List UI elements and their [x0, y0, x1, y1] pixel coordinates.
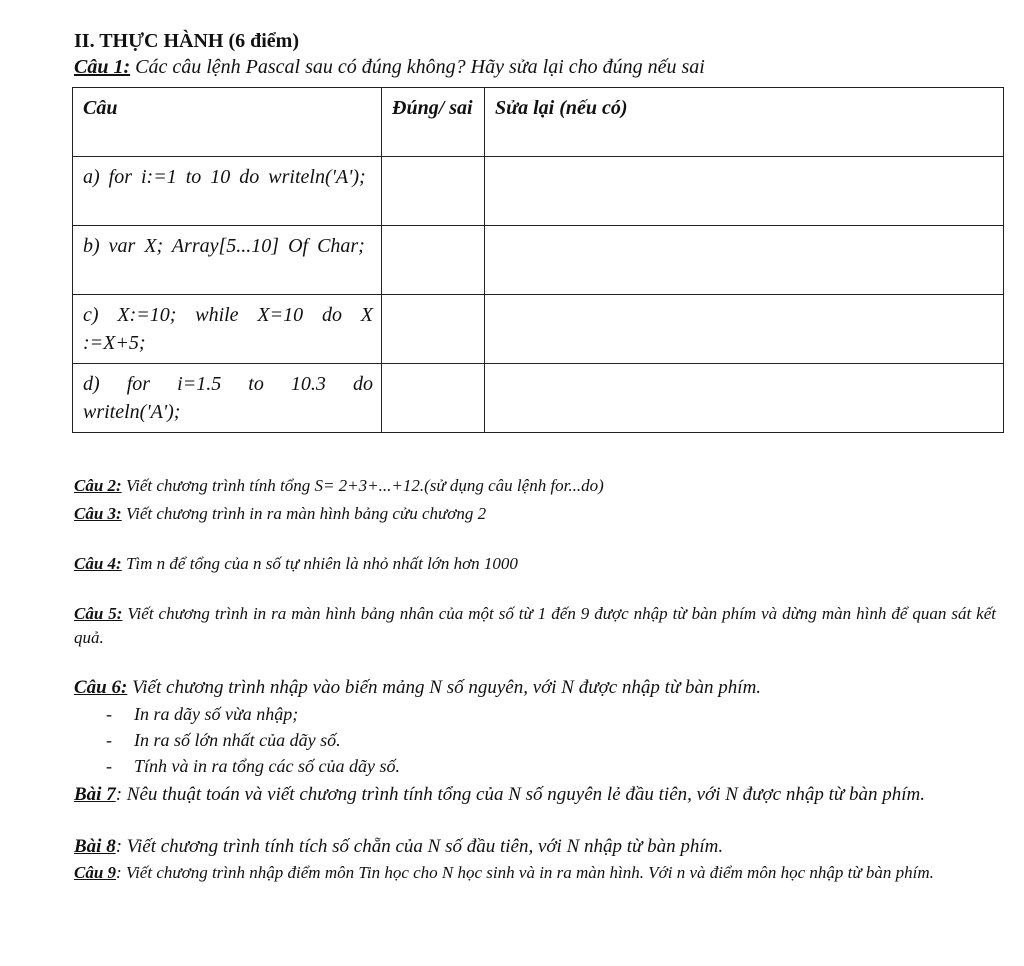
q6-bullet-text: In ra số lớn nhất của dãy số.: [134, 730, 341, 750]
question-1: [74, 56, 705, 79]
question-4-text: Tìm n để tổng của n số tự nhiên là nhỏ nhất lớn hơn 1000: [121, 554, 518, 573]
exercise-7: [74, 783, 996, 807]
q6-bullet: - In ra số lớn nhất của dãy số.: [106, 730, 341, 750]
section-title: II. THỰC HÀNH (6 điểm): [74, 30, 299, 52]
question-5-label: Câu 5:: [74, 604, 123, 623]
table-row: [73, 364, 1004, 433]
answer-cell-c[interactable]: [382, 295, 485, 364]
question-6: [74, 677, 761, 699]
question-5: [74, 602, 996, 650]
statement-b: b) var X; Array[5...10] Of Char;: [73, 226, 382, 295]
question-5-text: Viết chương trình in ra màn hình bảng nhân của một số từ 1 đến 9 được nhập từ bàn phím và dừng màn hình để quan sát kết quả.: [74, 604, 996, 647]
question-6-label: Câu 6:: [74, 677, 128, 698]
exercise-7-label: Bài 7: [74, 784, 116, 805]
answer-cell-b[interactable]: [382, 226, 485, 295]
table-row: [73, 157, 1004, 226]
question-4: [74, 554, 518, 574]
table-row: [73, 226, 1004, 295]
answer-cell-a[interactable]: [382, 157, 485, 226]
question-1-text: Các câu lệnh Pascal sau có đúng không? Hãy sửa lại cho đúng nếu sai: [130, 56, 705, 78]
question-2: [74, 476, 604, 496]
question-9: [74, 861, 996, 885]
header-sua-lai: Sửa lại (nếu có): [485, 88, 1004, 157]
question-1-label: Câu 1:: [74, 56, 131, 78]
exercise-7-text: : Nêu thuật toán và viết chương trình tính tổng của N số nguyên lẻ đầu tiên, với N được nhập từ bàn phím.: [115, 784, 925, 805]
statement-d: d) for i=1.5 to 10.3 do writeln('A');: [73, 364, 382, 433]
table-row: [73, 295, 1004, 364]
question-2-label: Câu 2:: [74, 476, 122, 495]
question-9-text: : Viết chương trình nhập điểm môn Tin học cho N học sinh và in ra màn hình. Với n và điểm môn học nhập từ bàn phím.: [116, 863, 934, 882]
header-dung-sai: Đúng/ sai: [382, 88, 485, 157]
exercise-8: [74, 836, 723, 858]
header-cau: Câu: [73, 88, 382, 157]
pascal-statements-table: [72, 87, 1004, 433]
question-4-label: Câu 4:: [74, 554, 122, 573]
statement-c: c) X:=10; while X=10 do X :=X+5;: [73, 295, 382, 364]
fix-cell-a[interactable]: [485, 157, 1004, 226]
fix-cell-d[interactable]: [485, 364, 1004, 433]
question-3-text: Viết chương trình in ra màn hình bảng cửu chương 2: [121, 504, 487, 523]
q6-bullet: - Tính và in ra tổng các số của dãy số.: [106, 756, 400, 776]
fix-cell-c[interactable]: [485, 295, 1004, 364]
question-3: [74, 504, 486, 524]
exercise-8-label: Bài 8: [74, 836, 116, 857]
answer-cell-d[interactable]: [382, 364, 485, 433]
q6-bullet-text: Tính và in ra tổng các số của dãy số.: [134, 756, 400, 776]
question-6-text: Viết chương trình nhập vào biến mảng N số nguyên, với N được nhập từ bàn phím.: [127, 677, 762, 698]
fix-cell-b[interactable]: [485, 226, 1004, 295]
statement-a: a) for i:=1 to 10 do writeln('A');: [73, 157, 382, 226]
q6-bullet: - In ra dãy số vừa nhập;: [106, 704, 299, 724]
question-2-text: Viết chương trình tính tổng S= 2+3+...+12.(sử dụng câu lệnh for...do): [121, 476, 604, 495]
q6-bullet-text: In ra dãy số vừa nhập;: [134, 704, 299, 724]
question-3-label: Câu 3:: [74, 504, 122, 523]
table-header-row: [73, 88, 1004, 157]
question-9-label: Câu 9: [74, 863, 117, 882]
exercise-8-text: : Viết chương trình tính tích số chẵn của N số đầu tiên, với N nhập từ bàn phím.: [115, 836, 724, 857]
